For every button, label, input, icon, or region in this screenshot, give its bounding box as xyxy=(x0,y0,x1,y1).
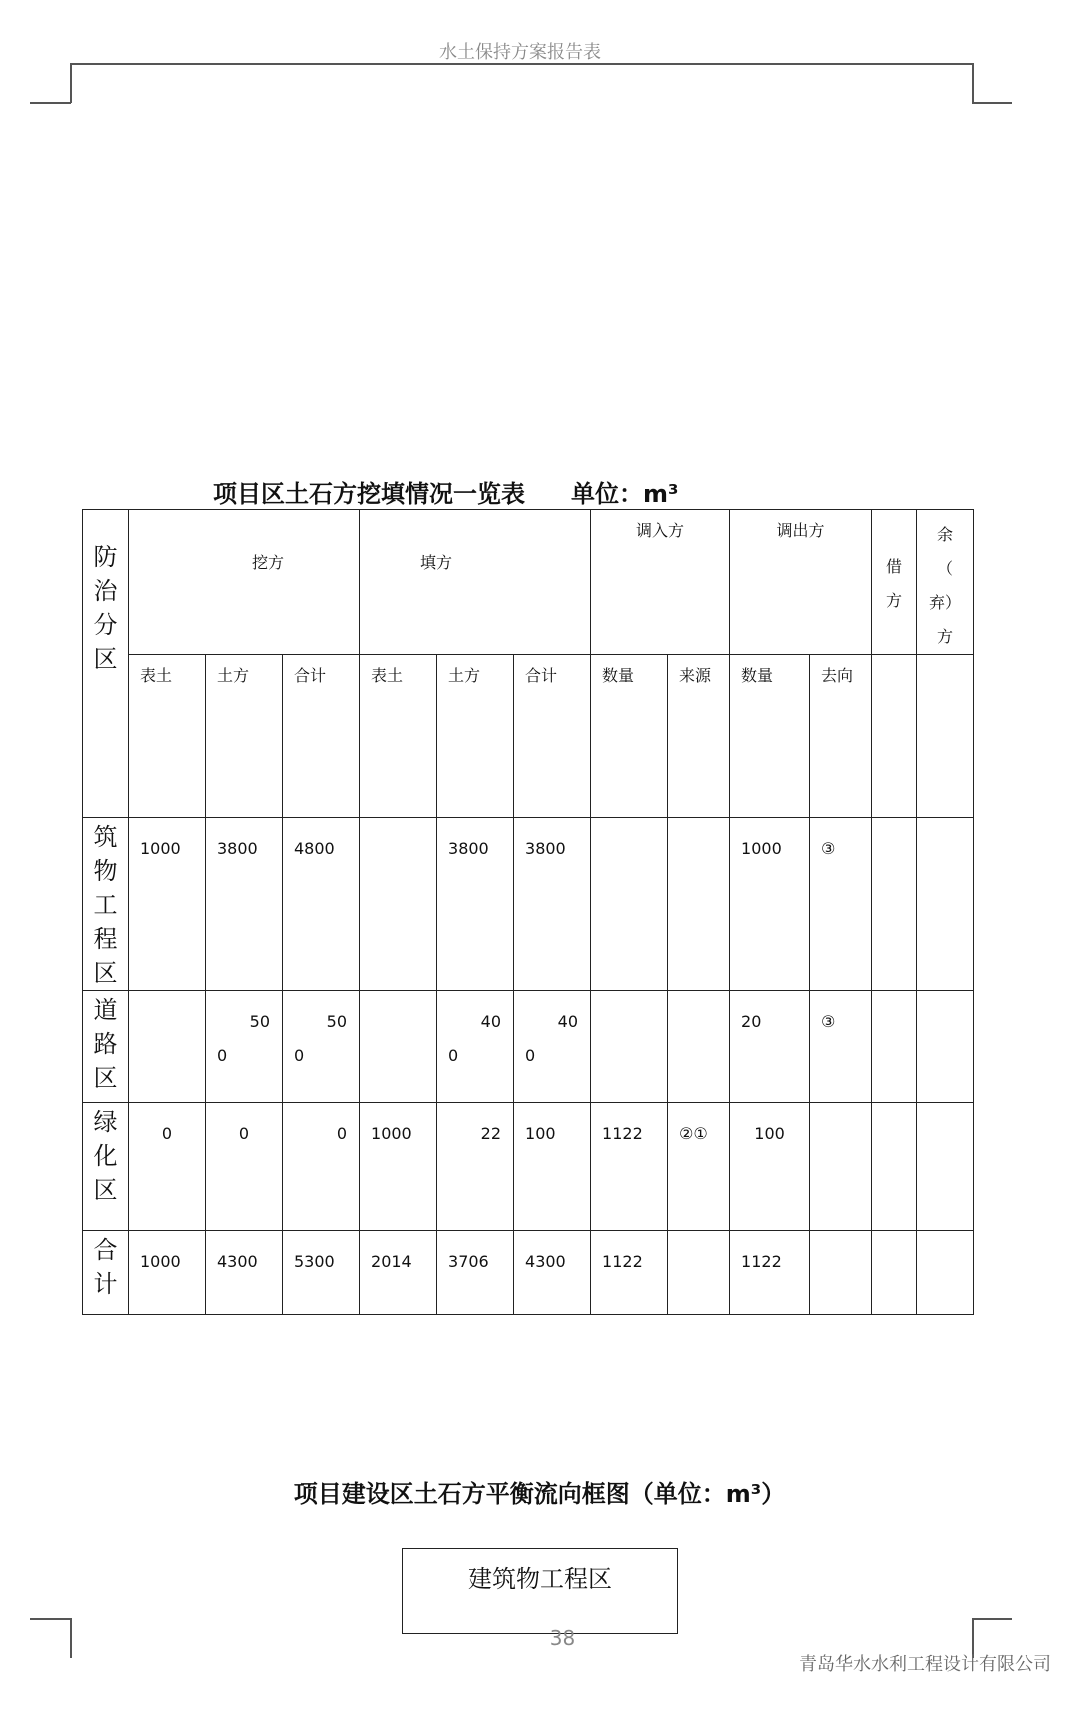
page-number: 38 xyxy=(549,1626,576,1650)
cell: 3800 xyxy=(437,818,514,991)
table-title xyxy=(213,474,679,509)
sub-out-qty: 数量 xyxy=(730,655,810,818)
cell: 20 xyxy=(730,991,810,1103)
flow-title: 项目建设区土石方平衡流向框图（单位：m³） xyxy=(293,1480,786,1508)
cell-split-top: 50 xyxy=(326,1012,348,1031)
earthwork-table xyxy=(82,509,974,1315)
zone-cell xyxy=(83,1103,129,1231)
zone-char: 绿 xyxy=(93,1108,118,1136)
surplus-header-char: 弃） xyxy=(929,593,962,612)
surplus-header-char: 余 xyxy=(937,525,954,544)
in-header: 调入方 xyxy=(591,510,730,655)
corner-mark-tr-h xyxy=(972,102,1012,104)
zone-char: 区 xyxy=(93,1064,118,1092)
table-row xyxy=(83,1103,974,1231)
zone-char: 区 xyxy=(93,959,118,987)
corner-mark-tl xyxy=(70,63,72,103)
cell xyxy=(360,818,437,991)
cell: 1000 xyxy=(129,1231,206,1315)
cell: 0 xyxy=(206,1103,283,1231)
cell-split-bottom: 0 xyxy=(525,1046,536,1065)
zone-char: 道 xyxy=(93,996,118,1024)
cell: ③ xyxy=(810,991,872,1103)
zone-char: 计 xyxy=(93,1270,118,1298)
zone-char: 化 xyxy=(93,1142,118,1170)
corner-mark-br-h xyxy=(972,1618,1012,1620)
fill-header: 填方 xyxy=(360,510,591,655)
zone-char: 工 xyxy=(93,891,118,919)
cell: 3800 xyxy=(514,818,591,991)
surplus-header-char: 方 xyxy=(937,627,954,646)
cell-split xyxy=(283,991,360,1103)
dig-header: 挖方 xyxy=(129,510,360,655)
sub-out-dest: 去向 xyxy=(810,655,872,818)
cell xyxy=(668,991,730,1103)
table-title-text: 项目区土石方挖填情况一览表 xyxy=(213,480,525,508)
zone-char: 合 xyxy=(93,1236,118,1264)
zone-header-char: 治 xyxy=(93,577,118,605)
cell: 5300 xyxy=(283,1231,360,1315)
table-row-total xyxy=(83,1231,974,1315)
sub-fill-total: 合计 xyxy=(514,655,591,818)
cell xyxy=(917,1103,974,1231)
cell xyxy=(591,991,668,1103)
cell xyxy=(360,991,437,1103)
sub-fill-earth: 土方 xyxy=(437,655,514,818)
cell: 2014 xyxy=(360,1231,437,1315)
cell: ②① xyxy=(668,1103,730,1231)
cell xyxy=(810,1103,872,1231)
cell xyxy=(917,1231,974,1315)
cell: 4800 xyxy=(283,818,360,991)
cell: 1122 xyxy=(591,1231,668,1315)
table-row xyxy=(83,818,974,991)
cell: 100 xyxy=(730,1103,810,1231)
cell xyxy=(668,818,730,991)
header-rule xyxy=(70,63,973,65)
sub-in-qty: 数量 xyxy=(591,655,668,818)
zone-char: 物 xyxy=(93,857,118,885)
zone-header xyxy=(83,510,129,818)
corner-mark-tl-h xyxy=(30,102,71,104)
cell: 22 xyxy=(437,1103,514,1231)
cell-split-bottom: 0 xyxy=(294,1046,305,1065)
cell: 1122 xyxy=(591,1103,668,1231)
borrow-header xyxy=(872,510,917,655)
cell: 3706 xyxy=(437,1231,514,1315)
cell xyxy=(872,818,917,991)
cell xyxy=(872,1103,917,1231)
cell: 1000 xyxy=(360,1103,437,1231)
cell xyxy=(872,1231,917,1315)
zone-cell xyxy=(83,1231,129,1315)
cell: 4300 xyxy=(206,1231,283,1315)
cell-split-top: 40 xyxy=(480,1012,502,1031)
cell-split xyxy=(437,991,514,1103)
header-title: 水土保持方案报告表 xyxy=(439,42,601,63)
borrow-header-char: 方 xyxy=(886,591,903,610)
cell-split-bottom: 0 xyxy=(217,1046,228,1065)
sub-dig-earth: 土方 xyxy=(206,655,283,818)
sub-surplus xyxy=(917,655,974,818)
cell: 0 xyxy=(283,1103,360,1231)
zone-char: 程 xyxy=(93,925,118,953)
zone-char: 区 xyxy=(93,1176,118,1204)
cell: 3800 xyxy=(206,818,283,991)
cell xyxy=(917,991,974,1103)
zone-char: 路 xyxy=(93,1030,118,1058)
cell: 0 xyxy=(129,1103,206,1231)
cell xyxy=(872,991,917,1103)
cell xyxy=(917,818,974,991)
cell: 100 xyxy=(514,1103,591,1231)
footer-company: 青岛华水水利工程设计有限公司 xyxy=(799,1654,1051,1675)
cell: 1000 xyxy=(730,818,810,991)
sub-fill-topsoil: 表土 xyxy=(360,655,437,818)
cell: ③ xyxy=(810,818,872,991)
corner-mark-bl-h xyxy=(30,1618,71,1620)
zone-cell xyxy=(83,991,129,1103)
cell-split-bottom: 0 xyxy=(448,1046,459,1065)
sub-dig-total: 合计 xyxy=(283,655,360,818)
zone-cell xyxy=(83,818,129,991)
out-header: 调出方 xyxy=(730,510,872,655)
table-row xyxy=(83,991,974,1103)
zone-header-char: 区 xyxy=(93,645,118,673)
cell xyxy=(810,1231,872,1315)
corner-mark-tr xyxy=(972,63,974,103)
cell-split-top: 40 xyxy=(557,1012,579,1031)
cell xyxy=(129,991,206,1103)
surplus-header-char: （ xyxy=(937,559,954,578)
borrow-header-char: 借 xyxy=(886,557,903,576)
cell: 4300 xyxy=(514,1231,591,1315)
surplus-header xyxy=(917,510,974,655)
sub-dig-topsoil: 表土 xyxy=(129,655,206,818)
zone-char: 筑 xyxy=(93,823,118,851)
zone-header-char: 分 xyxy=(93,611,118,639)
sub-in-src: 来源 xyxy=(668,655,730,818)
cell: 1000 xyxy=(129,818,206,991)
cell xyxy=(668,1231,730,1315)
zone-header-char: 防 xyxy=(93,543,118,571)
cell-split xyxy=(206,991,283,1103)
cell-split xyxy=(514,991,591,1103)
flow-box-building-zone: 建筑物工程区 xyxy=(402,1548,678,1634)
cell: 1122 xyxy=(730,1231,810,1315)
sub-borrow xyxy=(872,655,917,818)
table-unit: 单位：m³ xyxy=(571,480,679,508)
cell xyxy=(591,818,668,991)
cell-split-top: 50 xyxy=(249,1012,270,1031)
